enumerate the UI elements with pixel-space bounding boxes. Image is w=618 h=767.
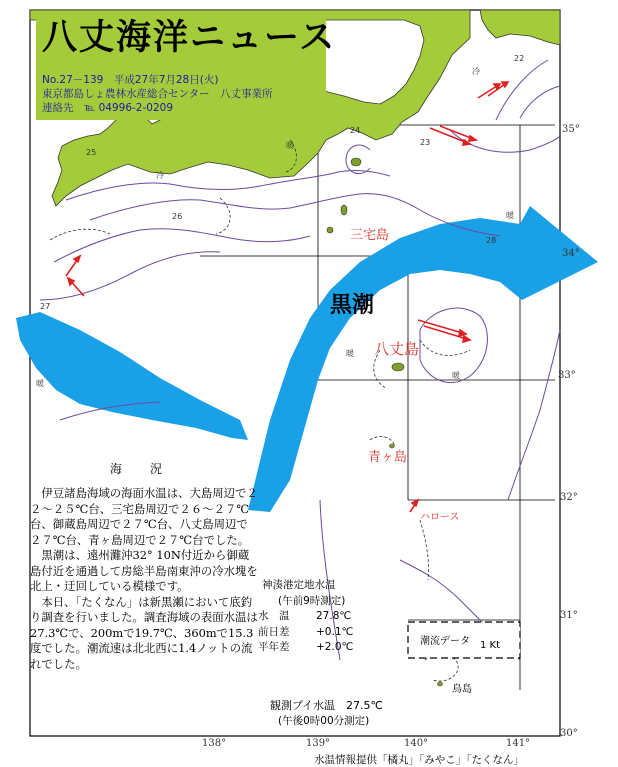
report-heading: 海 況 xyxy=(110,462,171,476)
water-mass-label: 暖 xyxy=(286,141,294,150)
lat-label: 35° xyxy=(562,124,580,135)
lon-label: 138° xyxy=(202,738,227,749)
contact-phone: 連絡先 ℡ 04996-2-0209 xyxy=(42,102,173,114)
isotherm-label: 24 xyxy=(350,126,361,135)
row-label: 前日差 xyxy=(258,625,290,638)
isotherm-label: 27 xyxy=(40,302,51,311)
report-paragraph: 黒潮は、遠州灘沖32° 10N付近から御蔵島付近を通過して房総半島南東沖の冷水塊を北上・迂回している模様です。 xyxy=(30,548,258,593)
water-mass-label: 暖 xyxy=(506,211,514,220)
legend-label: 潮流データ xyxy=(420,636,470,647)
buoy-subtitle: (午後0時00分測定) xyxy=(278,715,370,727)
kouminato-subtitle: (午前9時測定) xyxy=(278,594,346,607)
page-title: 八丈海洋ニュース xyxy=(42,17,337,58)
island-oshima xyxy=(351,158,361,166)
row-value: +0.1℃ xyxy=(316,625,354,638)
lat-label: 30° xyxy=(560,728,578,739)
report-body xyxy=(30,486,258,672)
legend-speed: 1 Kt xyxy=(480,640,501,651)
isotherm-label: 22 xyxy=(514,54,525,63)
label-hachijo: 八丈島 xyxy=(374,340,420,358)
water-mass-label: 暖 xyxy=(36,379,44,388)
label-kuroshio: 黒潮 xyxy=(330,292,375,318)
footer-credit: 水温情報提供「橘丸」「みやこ」「たくなん」 xyxy=(314,754,524,766)
label-aogashima: 青ヶ島 xyxy=(368,450,408,465)
kouminato-row xyxy=(258,625,408,641)
kouminato-row xyxy=(258,609,408,625)
kouminato-panel xyxy=(258,578,408,656)
lon-label: 139° xyxy=(306,738,331,749)
label-torishima: 鳥島 xyxy=(452,684,472,695)
lat-label: 31° xyxy=(560,610,578,621)
lat-label: 34° xyxy=(562,248,580,259)
lat-label: 32° xyxy=(560,492,578,503)
isotherm-label: 26 xyxy=(172,212,183,221)
row-label: 平年差 xyxy=(258,641,290,653)
buoy-title: 観測ブイ水温 27.5℃ xyxy=(270,699,383,712)
island-torishima xyxy=(438,682,443,686)
isotherm-label: 28 xyxy=(486,236,497,245)
report-paragraph: 本日、「たくなん」は新黒瀬において底釣り調査を行いました。調査海域の表面水温は27.3℃で、200mで19.7℃、360mで15.3度でした。潮流速は北北西に1.4ノットの流れでした。 xyxy=(30,594,258,671)
island-hachijo xyxy=(392,363,404,371)
lon-label: 140° xyxy=(404,738,429,749)
report-paragraph: 伊豆諸島海域の海面水温は、大島周辺で２２～２５℃台、三宅島周辺で２６～２７℃台、御蔵島周辺で２７℃台、八丈島周辺で２７℃台、青ヶ島周辺で２７℃台でした。 xyxy=(30,486,258,547)
label-miyake: 三宅島 xyxy=(350,228,390,243)
row-label: 水 温 xyxy=(258,610,290,622)
kouminato-title: 神湊港定地水温 xyxy=(262,579,336,591)
row-value: 27.8℃ xyxy=(316,610,352,622)
water-mass-label: 暖 xyxy=(452,371,460,380)
lon-label: 141° xyxy=(506,738,531,749)
label-halos: ハロース xyxy=(420,512,460,523)
isotherm-label: 25 xyxy=(86,148,97,157)
water-mass-label: 冷 xyxy=(156,171,164,180)
water-mass-label: 暖 xyxy=(346,349,354,358)
lat-label: 33° xyxy=(558,370,576,381)
water-mass-label: 冷 xyxy=(472,67,480,76)
issue-number: No.27－139 平成27年7月28日(火) xyxy=(42,74,219,86)
isotherm-label: 23 xyxy=(420,138,431,147)
row-value: +2.0℃ xyxy=(316,641,354,653)
kouminato-row xyxy=(258,640,408,656)
organization: 東京都島しょ農林水産総合センター 八丈事業所 xyxy=(42,88,273,100)
